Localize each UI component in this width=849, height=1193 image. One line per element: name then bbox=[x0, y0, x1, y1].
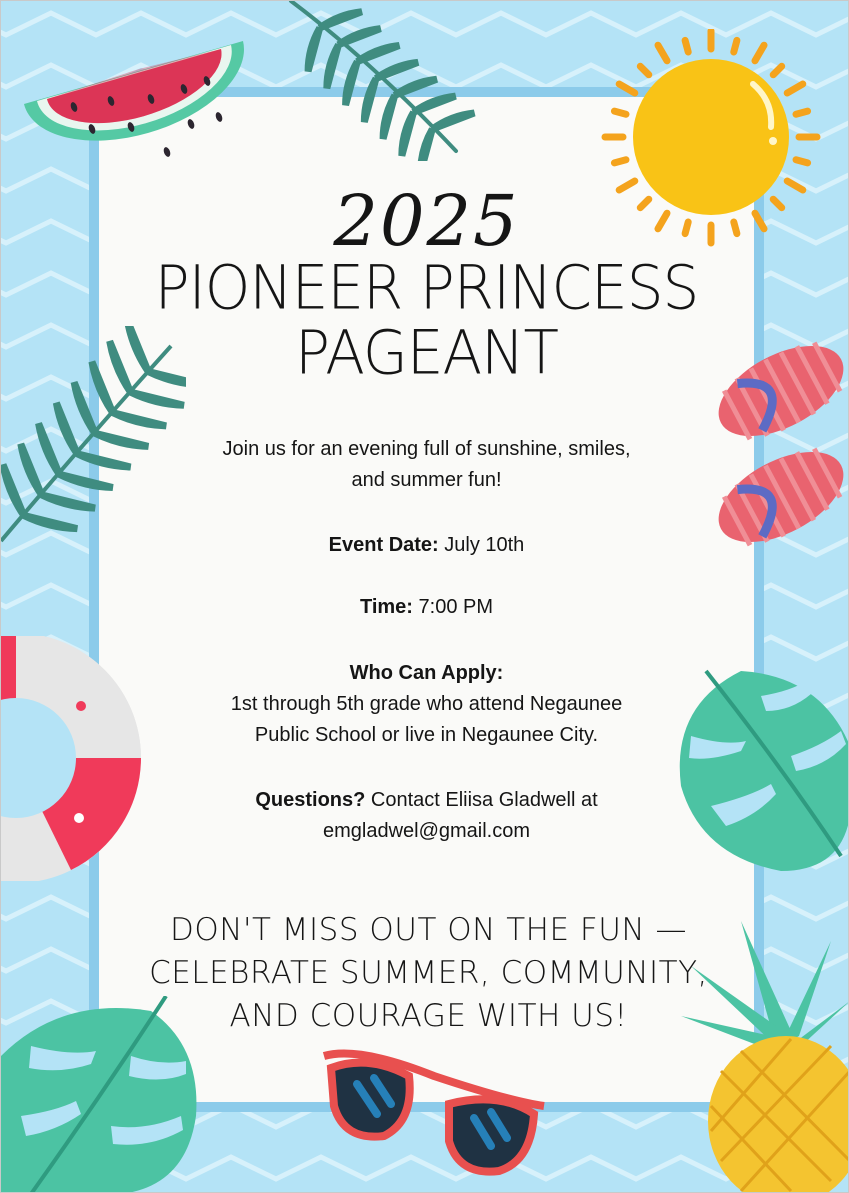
closing-line: DON'T MISS OUT ON THE FUN — bbox=[170, 912, 687, 948]
title-line: PIONEER PRINCESS bbox=[154, 251, 699, 324]
event-date bbox=[89, 530, 764, 561]
apply-line: 1st through 5th grade who attend Negaunee bbox=[230, 693, 623, 715]
time-value: 7:00 PM bbox=[412, 596, 494, 618]
closing-line: AND COURAGE WITH US! bbox=[229, 998, 628, 1034]
questions-label: Questions? bbox=[255, 789, 366, 811]
palm-leaf-icon bbox=[271, 1, 481, 161]
contact-info bbox=[89, 785, 764, 847]
page-title bbox=[89, 251, 764, 389]
questions-value: Contact Eliisa Gladwell at bbox=[365, 789, 598, 811]
contact-email[interactable]: emgladwel@gmail.com bbox=[322, 820, 531, 842]
intro-line: Join us for an evening full of sunshine, smiles, bbox=[222, 438, 631, 460]
watermelon-icon bbox=[19, 29, 249, 174]
date-value: July 10th bbox=[438, 534, 525, 556]
title-line: PAGEANT bbox=[294, 316, 558, 389]
apply-label: Who Can Apply: bbox=[349, 662, 504, 684]
apply-line: Public School or live in Negaunee City. bbox=[254, 724, 599, 746]
event-time bbox=[89, 592, 764, 623]
time-label: Time: bbox=[359, 596, 413, 618]
sunglasses-icon bbox=[319, 1046, 549, 1181]
date-label: Event Date: bbox=[328, 534, 439, 556]
intro-text bbox=[89, 434, 764, 496]
closing-line: CELEBRATE SUMMER, COMMUNITY, bbox=[149, 955, 708, 991]
event-year: 2025 bbox=[333, 180, 520, 262]
closing-message bbox=[141, 909, 716, 1038]
intro-line: and summer fun! bbox=[351, 469, 502, 491]
eligibility bbox=[89, 658, 764, 751]
